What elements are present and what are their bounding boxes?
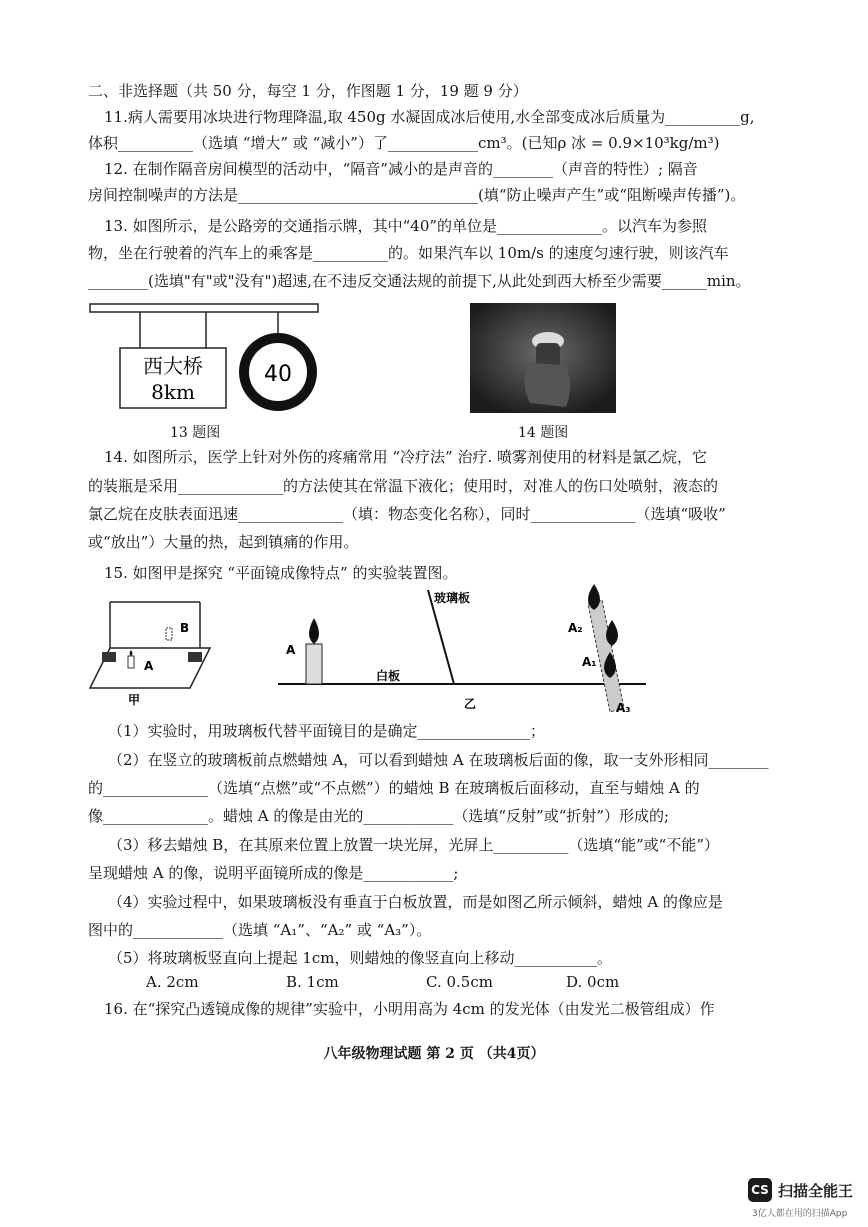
scanner-watermark bbox=[748, 1178, 853, 1202]
q16-line-1: 16. 在“探究凸透镜成像的规律”实验中，小明用高为 4cm 的发光体（由发光二极管组成）作 bbox=[104, 1000, 715, 1018]
fig13-traffic-sign bbox=[88, 300, 338, 418]
q14-line-2: 的装瓶是采用______________的方法使其在常温下液化；使用时，对准人的伤口处喷射，液态的 bbox=[88, 477, 719, 495]
fig15-yi-apparatus bbox=[276, 580, 656, 716]
q15-2-line-1: （2）在竖立的玻璃板前点燃蜡烛 A，可以看到蜡烛 A 在玻璃板后面的像，取一支外形相同________ bbox=[108, 751, 769, 769]
fig14-spray-photo bbox=[470, 303, 616, 413]
q12-line-2: 房间控制噪声的方法是________________________________(填“防止噪声产生”或“阻断噪声传播”)。 bbox=[88, 186, 746, 204]
q13-line-2: 物，坐在行驶着的汽车上的乘客是__________的。如果汽车以 10m/s 的速度匀速行驶，则该汽车 bbox=[88, 244, 729, 262]
q15-5-options bbox=[146, 971, 706, 993]
q15-2-line-3: 像______________。蜡烛 A 的像是由光的____________（选填“反射”或“折射”）形成的; bbox=[88, 807, 670, 825]
fig13-caption: 13 题图 bbox=[170, 425, 221, 441]
scanner-logo-icon: CS bbox=[748, 1178, 772, 1202]
q14-line-3: 氯乙烷在皮肤表面迅速______________（填：物态变化名称），同时______________（选填“吸收” bbox=[88, 505, 726, 523]
sign-distance: 8km bbox=[151, 380, 195, 404]
q14-line-1: 14. 如图所示，医学上针对外伤的疼痛常用 “冷疗法” 治疗. 喷雾剂使用的材料是氯乙烷，它 bbox=[104, 448, 708, 466]
q11-line-1: 11.病人需要用冰块进行物理降温,取 450g 水凝固成冰后使用,水全部变成冰后质量为__________g, bbox=[104, 108, 755, 126]
q15-5: （5）将玻璃板竖直向上提起 1cm，则蜡烛的像竖直向上移动___________。 bbox=[108, 949, 612, 967]
q15-3-line-1: （3）移去蜡烛 B，在其原来位置上放置一块光屏，光屏上__________（选填“能”或“不能”） bbox=[108, 836, 720, 854]
q15-intro: 15. 如图甲是探究 “平面镜成像特点” 的实验装置图。 bbox=[104, 564, 458, 582]
q12-line-1: 12. 在制作隔音房间模型的活动中，“隔音”减小的是声音的________（声音的特性）; 隔音 bbox=[104, 160, 698, 178]
fig15-yi-label: 乙 bbox=[464, 697, 477, 711]
fig15-jia-apparatus bbox=[88, 598, 218, 708]
option-d: D. 0cm bbox=[566, 973, 620, 991]
q15-3-line-2: 呈现蜡烛 A 的像，说明平面镜所成的像是____________; bbox=[88, 864, 459, 882]
speed-limit-value: 40 bbox=[264, 362, 292, 387]
q15-1: （1）实验时，用玻璃板代替平面镜目的是确定_______________； bbox=[108, 722, 546, 740]
fig15-label-A: A bbox=[144, 659, 154, 673]
glass-label: 玻璃板 bbox=[434, 591, 471, 605]
scanner-tagline: 3亿人都在用的扫描App bbox=[752, 1209, 848, 1219]
q13-line-1: 13. 如图所示，是公路旁的交通指示牌，其中“40”的单位是______________。以汽车为参照 bbox=[104, 217, 708, 235]
q15-4-line-1: （4）实验过程中，如果玻璃板没有垂直于白板放置，而是如图乙所示倾斜，蜡烛 A 的像应是 bbox=[108, 893, 723, 911]
fig14-caption: 14 题图 bbox=[518, 425, 569, 441]
q14-line-4: 或“放出”）大量的热，起到镇痛的作用。 bbox=[88, 533, 359, 551]
q13-line-3: ________(选填"有"或"没有")超速,在不违反交通法规的前提下,从此处到西大桥至少需要______min。 bbox=[88, 272, 751, 290]
q15-2-line-2: 的______________（选填“点燃”或“不点燃”）的蜡烛 B 在玻璃板后面移动，直至与蜡烛 A 的 bbox=[88, 779, 700, 797]
option-c: C. 0.5cm bbox=[426, 973, 493, 991]
label-A2: A₂ bbox=[568, 621, 583, 635]
q15-4-line-2: 图中的____________（选填 “A₁”、“A₂” 或 “A₃”）。 bbox=[88, 921, 432, 939]
scanner-app-name: 扫描全能王 bbox=[778, 1181, 854, 1200]
option-a: A. 2cm bbox=[146, 973, 199, 991]
board-label: 白板 bbox=[376, 669, 401, 683]
section-title: 二、非选择题（共 50 分，每空 1 分，作图题 1 分，19 题 9 分） bbox=[88, 82, 528, 100]
sign-destination: 西大桥 bbox=[143, 354, 203, 378]
page-footer: 八年级物理试题 第 2 页 （共4页） bbox=[323, 1046, 545, 1062]
q11-line-2: 体积__________（选填 “增大” 或 “减小”）了____________cm³。(已知ρ 冰 = 0.9×10³kg/m³) bbox=[88, 134, 720, 152]
fig15-yi-label-A: A bbox=[286, 643, 296, 657]
label-A1: A₁ bbox=[582, 655, 597, 669]
option-b: B. 1cm bbox=[286, 973, 339, 991]
fig15-jia-label: 甲 bbox=[128, 693, 141, 707]
fig15-label-B: B bbox=[180, 621, 190, 635]
label-A3: A₃ bbox=[616, 701, 631, 715]
